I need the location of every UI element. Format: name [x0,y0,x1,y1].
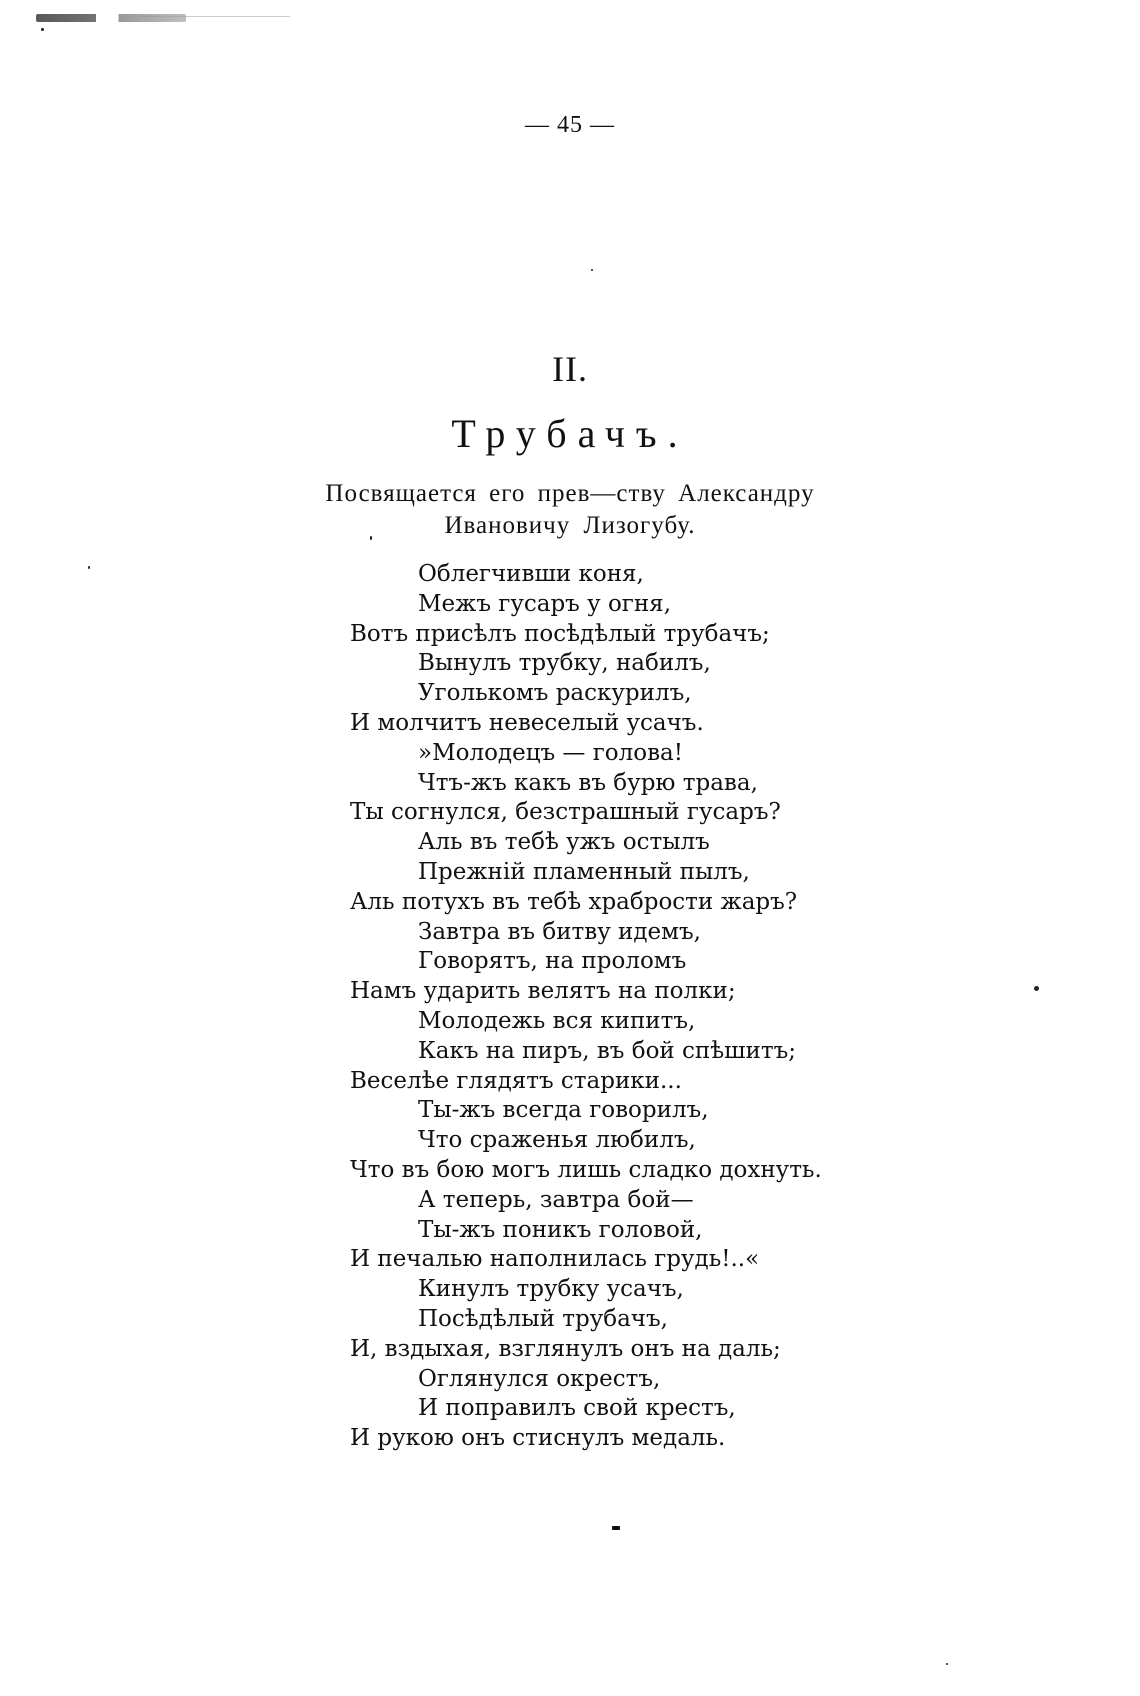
poem-line: И рукою онъ стиснулъ медаль. [350,1425,726,1452]
poem-line: Говорятъ, на проломъ [418,948,687,975]
poem-line: Вынулъ трубку, набилъ, [418,650,711,677]
scan-speck [370,536,372,540]
dedication-line: Посвящается его прев—ству Александру [325,480,815,507]
poem-body [0,560,1140,1454]
poem-line: »Молодецъ — голова! [418,739,684,766]
poem-line: Аль потухъ въ тебѣ храбрости жаръ? [350,888,798,915]
poem-line: Ты-жъ поникъ головой, [418,1216,703,1243]
poem-line: Веселѣе глядятъ старики... [350,1067,682,1094]
poem-line: Какъ на пиръ, въ бой спѣшитъ; [418,1037,796,1064]
poem-line: Облегчивши коня, [418,561,644,587]
scan-speck [946,1663,948,1665]
poem-line: Кинулъ трубку усачъ, [418,1276,684,1303]
poem-line: Межъ гусаръ у огня, [418,590,671,617]
scan-artifact-line [140,16,290,17]
dedication [0,478,1140,542]
poem-title: Трубачъ. [451,411,689,456]
poem-line: Посѣдѣлый трубачъ, [418,1305,668,1332]
dedication-line: Ивановичу Лизогубу. [444,512,696,539]
poem-line: А теперь, завтра бой— [418,1186,694,1213]
poem-line: Завтра въ битву идемъ, [418,918,701,945]
scan-speck [41,28,44,31]
poem-line: И, вздыхая, взглянулъ онъ на даль; [350,1335,781,1362]
poem-line: Намъ ударить велятъ на полки; [350,978,736,1005]
poem-line: Прежній пламенный пылъ, [418,858,750,885]
section-number: II. [552,349,588,389]
poem-line: Что въ бою могъ лишь сладко дохнуть. [350,1156,822,1183]
poem-line: И поправилъ свой крестъ, [418,1395,736,1422]
poem-line: Оглянулся окрестъ, [418,1365,661,1392]
scan-speck [88,566,90,569]
page-number: — 45 — [525,112,615,138]
poem-end-mark [612,1526,620,1530]
poem-line: Уголькомъ раскурилъ, [418,680,692,707]
poem-line: И печалью наполнилась грудь!..« [350,1246,760,1273]
poem-line: Молодежь вся кипитъ, [418,1007,696,1034]
poem-line: И молчитъ невеселый усачъ. [350,709,704,736]
poem-line: Аль въ тебѣ ужъ остылъ [418,829,710,856]
scan-speck [1034,986,1039,991]
poem-line: Ты согнулся, безстрашный гусаръ? [350,799,781,826]
poem-line: Вотъ присѣлъ посѣдѣлый трубачъ; [350,620,770,647]
poem-line: Ты-жъ всегда говорилъ, [418,1097,709,1124]
poem-line: Что сраженья любилъ, [418,1127,696,1154]
poem-line: Чтъ-жъ какъ въ бурю трава, [418,769,758,796]
scan-speck [591,269,593,271]
